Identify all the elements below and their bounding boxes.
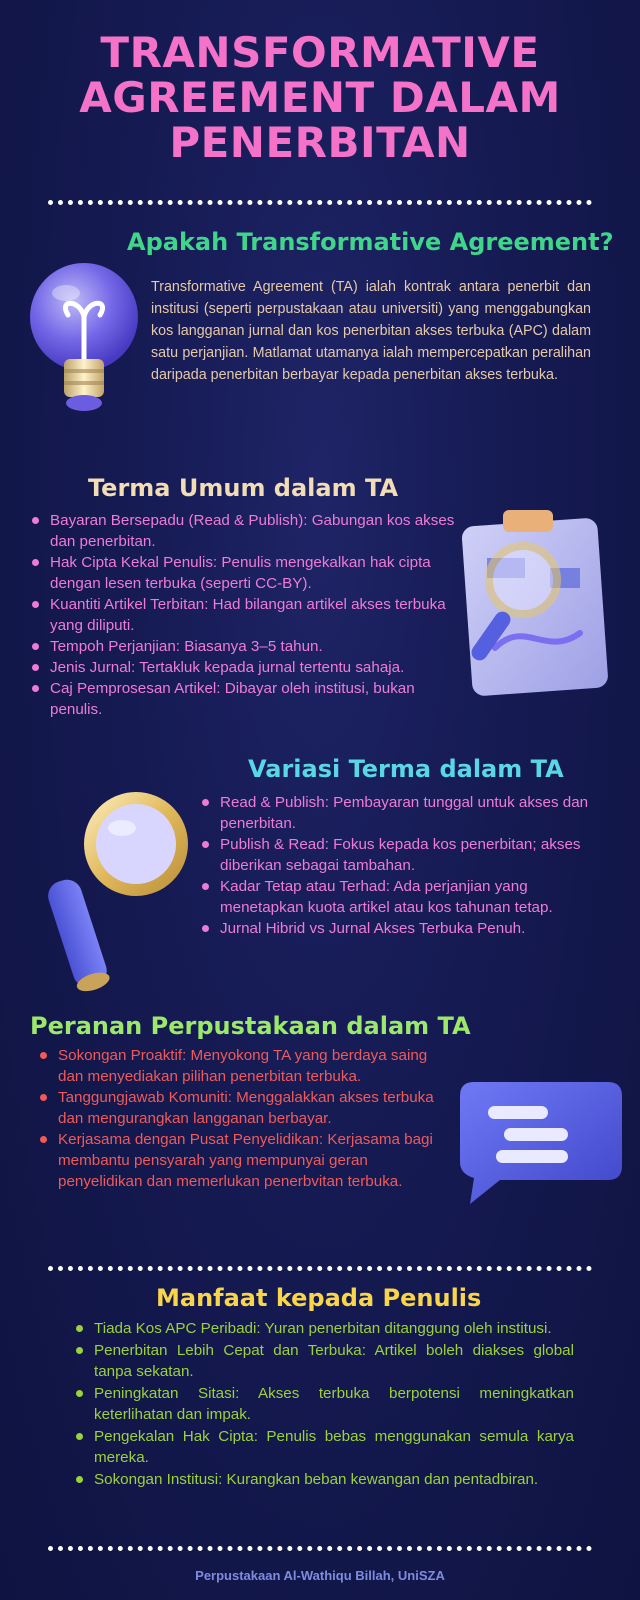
clipboard-magnifier-icon <box>455 508 610 698</box>
list-item: Kuantiti Artikel Terbitan: Had bilangan artikel akses terbuka yang diliputi. <box>30 594 460 636</box>
list-item: Sokongan Proaktif: Menyokong TA yang berdaya saing dan menyediakan pilihan penerbitan terbuka. <box>38 1045 448 1087</box>
title-line-1: TRANSFORMATIVE <box>100 28 540 77</box>
title-line-3: PENERBITAN <box>169 118 471 167</box>
intro-paragraph: Transformative Agreement (TA) ialah kontrak antara penerbit dan institusi (seperti perpustakaan atau universiti) yang menggabungkan kos langganan jurnal dan kos penerbitan akses terbuka (APC) dalam satu perjanjian. Matlamat utamanya ialah mempercepatkan peralihan daripada penerbitan berbayar kepada penerbitan akses terbuka. <box>151 279 591 383</box>
list-item: Caj Pemprosesan Artikel: Dibayar oleh institusi, bukan penulis. <box>30 678 460 720</box>
benefits-list <box>74 1318 574 1490</box>
list-item: Kerjasama dengan Pusat Penyelidikan: Kerjasama bagi membantu pensyarah yang mempunyai geran penyelidikan dan memerlukan penerbvitan terbuka. <box>38 1129 448 1192</box>
list-item: Hak Cipta Kekal Penulis: Penulis mengekalkan hak cipta dengan lesen terbuka (seperti CC-BY). <box>30 552 460 594</box>
terms-heading: Terma Umum dalam TA <box>88 474 399 502</box>
library-heading: Peranan Perpustakaan dalam TA <box>30 1012 471 1040</box>
benefits-heading: Manfaat kepada Penulis <box>156 1284 482 1312</box>
list-item: Tanggungjawab Komuniti: Menggalakkan akses terbuka dan mengurangkan langganan berbayar. <box>38 1087 448 1129</box>
list-item: Jenis Jurnal: Tertakluk kepada jurnal tertentu sahaja. <box>30 657 460 678</box>
title-line-2: AGREEMENT DALAM <box>79 73 561 122</box>
list-item: Sokongan Institusi: Kurangkan beban kewangan dan pentadbiran. <box>74 1469 574 1491</box>
list-item: Tiada Kos APC Peribadi: Yuran penerbitan ditanggung oleh institusi. <box>74 1318 574 1340</box>
chat-bubble-icon <box>456 1078 626 1208</box>
list-item: Peningkatan Sitasi: Akses terbuka berpotensi meningkatkan keterlihatan dan impak. <box>74 1383 574 1426</box>
footer-credit: Perpustakaan Al-Wathiqu Billah, UniSZA <box>195 1568 445 1583</box>
divider-bottom <box>48 1546 592 1551</box>
lightbulb-icon <box>28 257 140 447</box>
list-item: Jurnal Hibrid vs Jurnal Akses Terbuka Penuh. <box>200 918 605 939</box>
intro-heading: Apakah Transformative Agreement? <box>127 228 614 256</box>
variations-heading: Variasi Terma dalam TA <box>248 755 564 783</box>
list-item: Read & Publish: Pembayaran tunggal untuk akses dan penerbitan. <box>200 792 605 834</box>
list-item: Kadar Tetap atau Terhad: Ada perjanjian yang menetapkan kuota artikel atau kos tahunan tetap. <box>200 876 605 918</box>
list-item: Pengekalan Hak Cipta: Penulis bebas menggunakan semula karya mereka. <box>74 1426 574 1469</box>
list-item: Penerbitan Lebih Cepat dan Terbuka: Artikel boleh diakses global tanpa sekatan. <box>74 1340 574 1383</box>
page-title <box>0 30 640 165</box>
terms-list <box>30 510 460 720</box>
library-list <box>38 1045 448 1192</box>
divider-top <box>48 200 592 205</box>
list-item: Publish & Read: Fokus kepada kos penerbitan; akses diberikan sebagai tambahan. <box>200 834 605 876</box>
list-item: Bayaran Bersepadu (Read & Publish): Gabungan kos akses dan penerbitan. <box>30 510 460 552</box>
list-item: Tempoh Perjanjian: Biasanya 3–5 tahun. <box>30 636 460 657</box>
magnifying-glass-icon <box>38 784 188 994</box>
variations-list <box>200 792 605 939</box>
divider-middle <box>48 1266 592 1271</box>
